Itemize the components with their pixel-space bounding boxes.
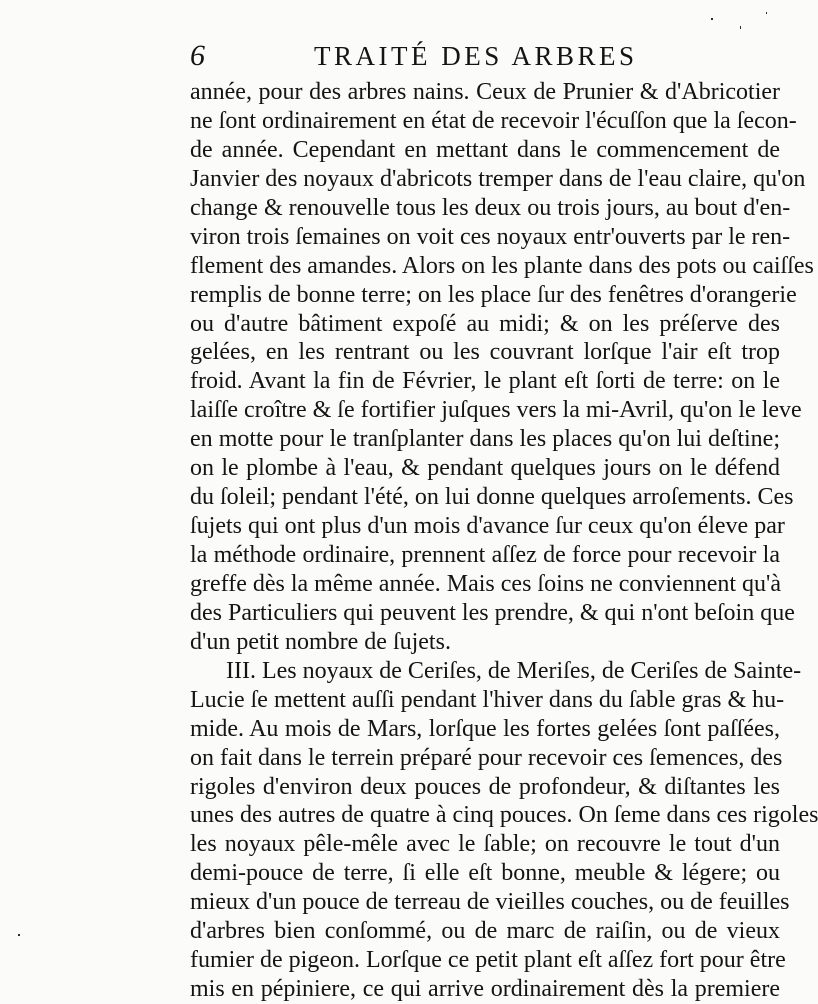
text-line: on le plombe à l'eau, & pendant quelques jours on le défend (190, 455, 780, 482)
page-header (0, 36, 800, 76)
text-line: greffe dès la même année. Mais ces ſoins ne conviennent qu'à (190, 570, 781, 597)
text-line: Janvier des noyaux d'abricots tremper dans de l'eau claire, qu'on (190, 165, 806, 192)
text-line: unes des autres de quatre à cinq pouces. On ſeme dans ces rigoles (190, 802, 818, 829)
text-line: remplis de bonne terre; on les place ſur des fenêtres d'orangerie (190, 281, 797, 308)
text-line: la méthode ordinaire, prennent aſſez de force pour recevoir la (190, 542, 780, 568)
text-line: froid. Avant la fin de Février, le plant eſt ſorti de terre: on le (190, 368, 780, 395)
corner-speck (740, 26, 741, 29)
text-line: flement des amandes. Alors on les plante dans des pots ou caiſſes (190, 252, 814, 279)
text-line: gelées, en les rentrant ou les couvrant lorſque l'air eſt trop (190, 339, 780, 366)
text-line: laiſſe croître & ſe fortifier juſques vers la mi-Avril, qu'on le leve (190, 397, 802, 424)
text-line: d'arbres bien conſommé, ou de marc de raiſin, ou de vieux (190, 918, 780, 945)
text-line: Lucie ſe mettent auſſi pendant l'hiver dans du ſable gras & hu- (190, 686, 785, 713)
text-line: les noyaux pêle-mêle avec le ſable; on recouvre le tout d'un (190, 831, 780, 858)
text-line: en motte pour le tranſplanter dans les places qu'on lui deſtine; (190, 426, 780, 453)
text-line: d'un petit nombre de ſujets. (190, 628, 451, 655)
text-line: III. Les noyaux de Ceriſes, de Meriſes, de Ceriſes de Sainte- (226, 657, 802, 684)
running-title: TRAITÉ DES ARBRES (314, 41, 638, 71)
text-line: rigoles d'environ deux pouces de profondeur, & diſtantes les (190, 773, 780, 800)
text-line: mide. Au mois de Mars, lorſque les fortes gelées ſont paſſées, (190, 715, 780, 742)
text-line: change & renouvelle tous les deux ou trois jours, au bout d'en- (190, 194, 791, 221)
corner-speck (711, 18, 713, 20)
text-line: mieux d'un pouce de terreau de vieilles couches, ou de feuilles (190, 889, 790, 916)
text-line: du ſoleil; pendant l'été, on lui donne quelques arroſements. Ces (190, 484, 794, 511)
text-line: des Particuliers qui peuvent les prendre, & qui n'ont beſoin que (190, 599, 795, 626)
text-line: ſujets qui ont plus d'un mois d'avance ſur ceux qu'on éleve par (190, 513, 785, 540)
text-line: fumier de pigeon. Lorſque ce petit plant eſt aſſez fort pour être (190, 947, 786, 974)
corner-speck (766, 12, 767, 14)
text-line: ou d'autre bâtiment expoſé au midi; & on les préſerve des (190, 310, 780, 337)
text-line: ne ſont ordinairement en état de recevoir l'écuſſon que la ſecon- (190, 107, 797, 134)
text-line: de année. Cependant en mettant dans le commencement de (190, 136, 780, 163)
corner-speck (18, 934, 20, 936)
body-text (190, 78, 818, 1004)
text-line: viron trois ſemaines on voit ces noyaux entr'ouverts par le ren- (190, 223, 791, 250)
text-line: mis en pépiniere, ce qui arrive ordinairement dès la premiere (190, 976, 780, 1003)
page-number: 6 (190, 39, 205, 72)
text-line: on fait dans le terrein préparé pour recevoir ces ſemences, des (190, 744, 783, 771)
text-line: demi-pouce de terre, ſi elle eſt bonne, meuble & légere; ou (190, 860, 780, 887)
text-line: année, pour des arbres nains. Ceux de Prunier & d'Abricotier (190, 79, 780, 105)
